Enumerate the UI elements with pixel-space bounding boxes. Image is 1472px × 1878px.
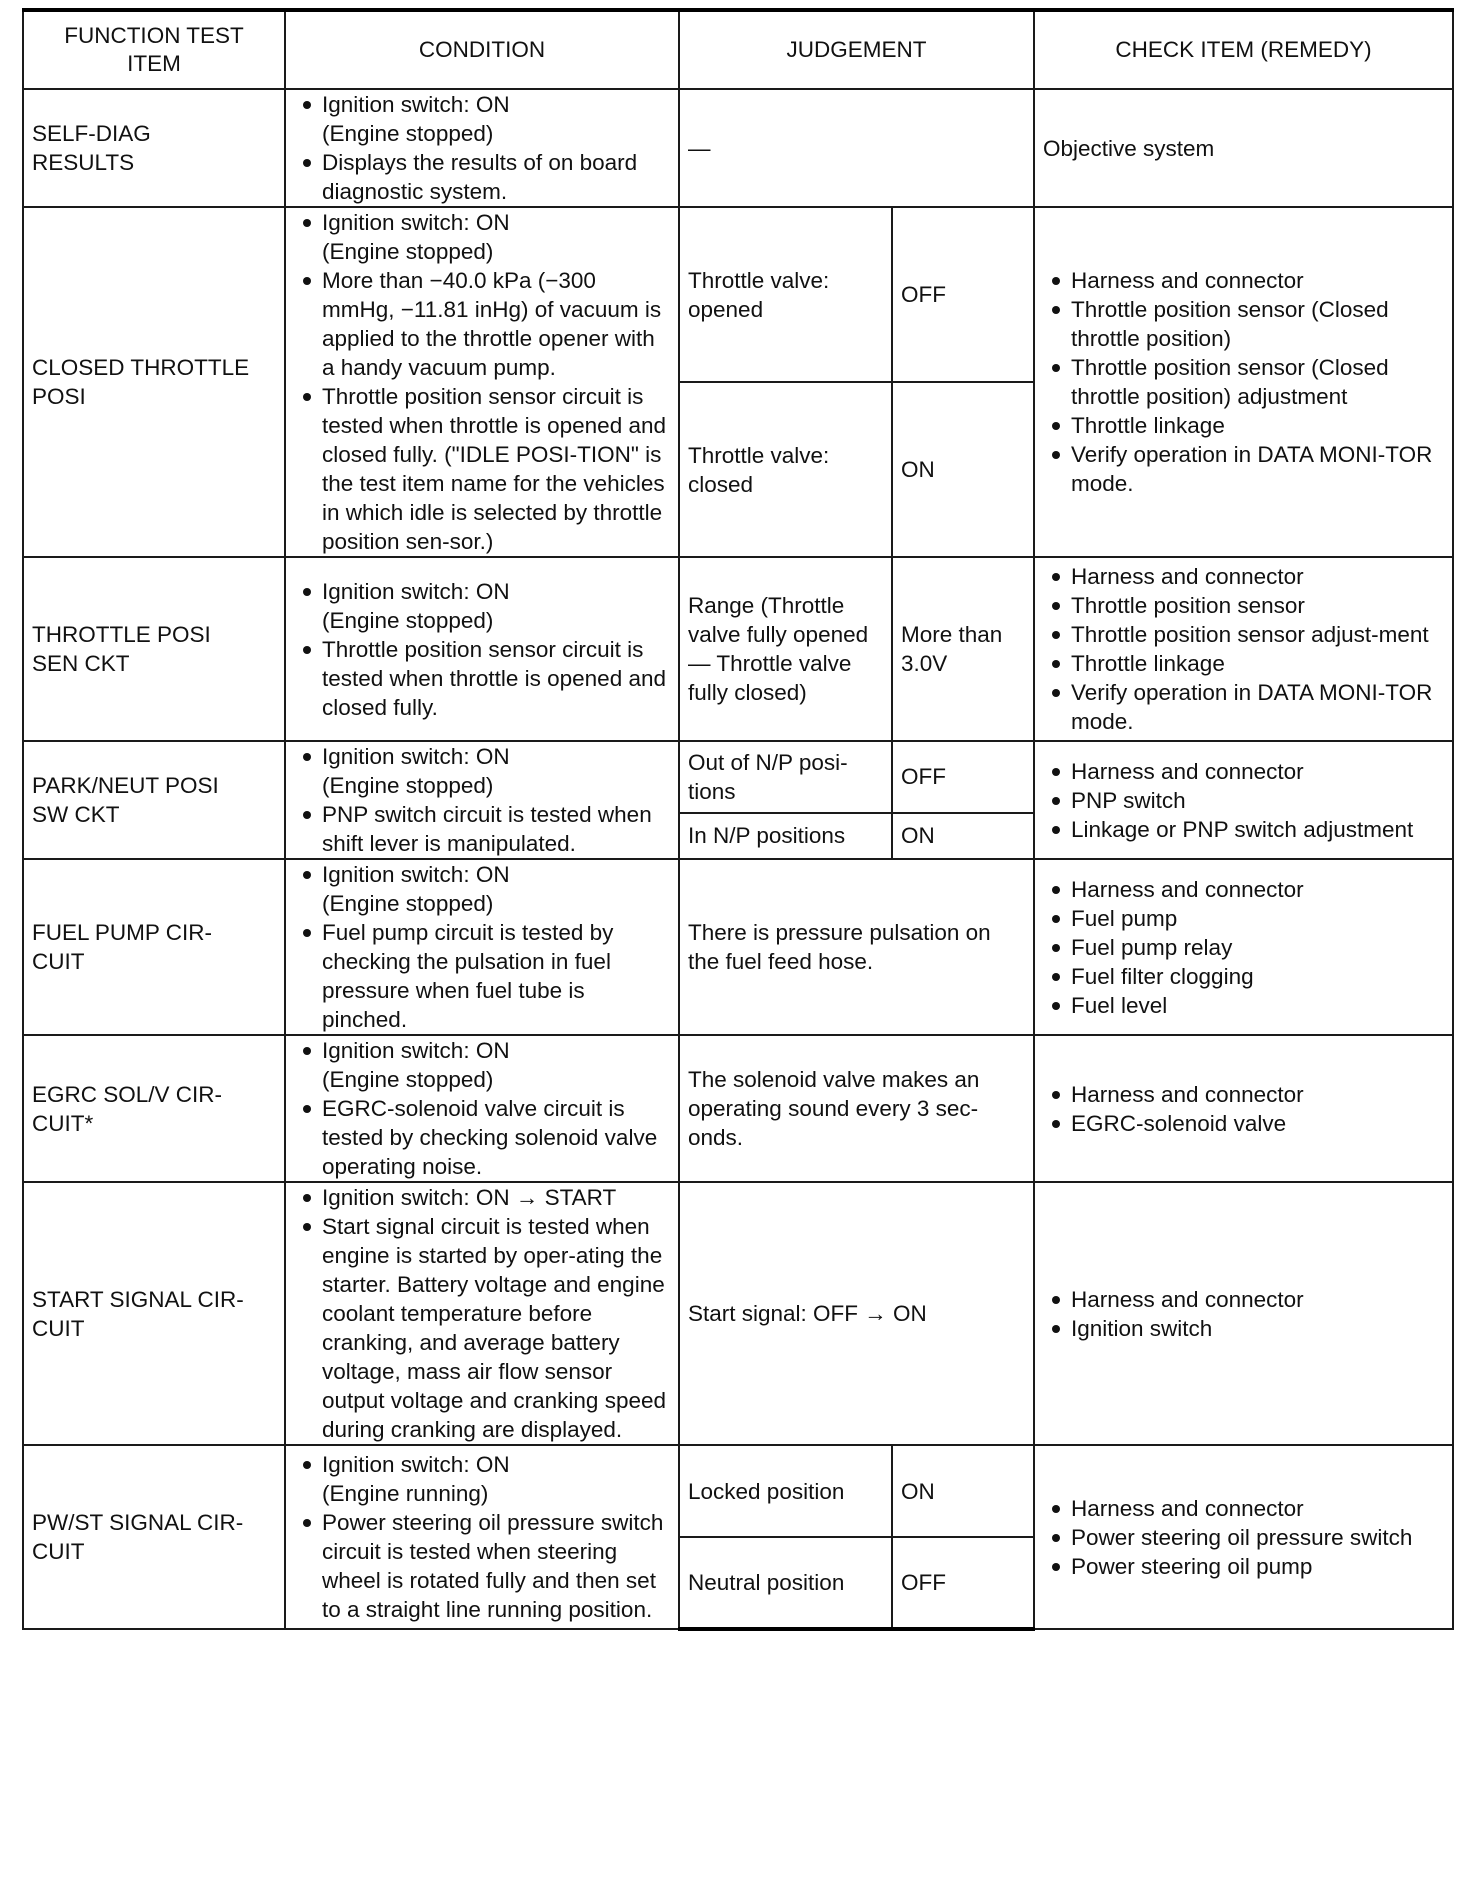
- condition-text: Ignition switch: ON: [322, 92, 510, 117]
- check-item-list: [1043, 757, 1444, 844]
- check-item-cell: [1034, 1182, 1453, 1445]
- judgement-value: ON: [892, 382, 1034, 557]
- check-item: Fuel level: [1043, 991, 1444, 1020]
- header-judgement: JUDGEMENT: [679, 10, 1034, 89]
- condition-bullet: [294, 382, 670, 556]
- judgement-state: Neutral position: [679, 1537, 892, 1629]
- table-row: [23, 1182, 1453, 1445]
- judgement-value: ON: [892, 813, 1034, 859]
- condition-cell: [285, 859, 679, 1035]
- condition-text: More than −40.0 kPa (−300 mmHg, −11.81 inHg) of vacuum is applied to the throttle opener with a handy vacuum pump.: [322, 268, 662, 380]
- judgement-value: ON: [892, 1445, 1034, 1537]
- condition-list: [294, 1183, 670, 1444]
- table-row: [23, 557, 1453, 741]
- check-item: Linkage or PNP switch adjustment: [1043, 815, 1444, 844]
- condition-cell: [285, 557, 679, 741]
- condition-cell: [285, 1035, 679, 1182]
- check-item-list: [1043, 1285, 1444, 1343]
- check-item: Throttle position sensor (Closed throttle position): [1043, 295, 1444, 353]
- check-item: Throttle position sensor: [1043, 591, 1444, 620]
- condition-list: [294, 742, 670, 858]
- condition-text: EGRC-solenoid valve circuit is tested by checking solenoid valve operating noise.: [322, 1096, 658, 1179]
- condition-text: Ignition switch: ON → START: [322, 1185, 617, 1210]
- check-item-cell: [1034, 557, 1453, 741]
- condition-bullet: [294, 1450, 670, 1508]
- condition-cell: [285, 741, 679, 859]
- condition-list: [294, 90, 670, 206]
- condition-text: PNP switch circuit is tested when shift lever is manipulated.: [322, 802, 652, 856]
- condition-text: (Engine stopped): [322, 773, 494, 798]
- condition-text: Ignition switch: ON: [322, 578, 510, 604]
- check-item: Harness and connector: [1043, 266, 1444, 295]
- check-item: Throttle position sensor adjust-ment: [1043, 620, 1444, 649]
- function-test-item: START SIGNAL CIR- CUIT: [23, 1182, 285, 1445]
- judgement-state: Out of N/P posi- tions: [679, 741, 892, 813]
- condition-bullet: [294, 266, 670, 382]
- table-row: [23, 1035, 1453, 1182]
- function-test-item: PARK/NEUT POSI SW CKT: [23, 741, 285, 859]
- check-item-list: [1043, 1080, 1444, 1138]
- check-item: Ignition switch: [1043, 1314, 1444, 1343]
- condition-bullet: [294, 208, 670, 266]
- judgement-state: In N/P positions: [679, 813, 892, 859]
- condition-text: (Engine stopped): [322, 891, 494, 916]
- judgement-state: Range (Throttle valve fully opened — Throttle valve fully closed): [679, 557, 892, 741]
- condition-list: [294, 577, 670, 722]
- condition-bullet: [294, 742, 670, 800]
- judgement-state: Locked position: [679, 1445, 892, 1537]
- judgement-value: More than 3.0V: [892, 557, 1034, 741]
- judgement-value: OFF: [892, 1537, 1034, 1629]
- condition-text: (Engine running): [322, 1481, 489, 1506]
- condition-bullet: [294, 1036, 670, 1094]
- table-row: [23, 741, 1453, 813]
- condition-bullet: [294, 1508, 670, 1624]
- header-function-test-item: FUNCTION TEST ITEM: [23, 10, 285, 89]
- judgement-cell: There is pressure pulsation on the fuel feed hose.: [679, 859, 1034, 1035]
- function-test-sheet: [22, 8, 1452, 1631]
- function-test-item: SELF-DIAG RESULTS: [23, 89, 285, 207]
- table-row: [23, 859, 1453, 1035]
- check-item-list: [1043, 875, 1444, 1020]
- function-test-item: PW/ST SIGNAL CIR- CUIT: [23, 1445, 285, 1629]
- check-item-cell: [1034, 859, 1453, 1035]
- condition-cell: [285, 1182, 679, 1445]
- check-item: Verify operation in DATA MONI-TOR mode.: [1043, 678, 1444, 736]
- condition-list: [294, 860, 670, 1034]
- check-item: Harness and connector: [1043, 1494, 1444, 1523]
- condition-bullet: [294, 860, 670, 918]
- header-row: [23, 10, 1453, 89]
- function-test-item: THROTTLE POSI SEN CKT: [23, 557, 285, 741]
- function-test-item: FUEL PUMP CIR- CUIT: [23, 859, 285, 1035]
- judgement-cell: —: [679, 89, 1034, 207]
- check-item: Throttle linkage: [1043, 411, 1444, 440]
- condition-bullet: [294, 90, 670, 148]
- table-row: [23, 207, 1453, 382]
- condition-text: Ignition switch: ON: [322, 1038, 510, 1063]
- check-item-cell: Objective system: [1034, 89, 1453, 207]
- condition-bullet: [294, 148, 670, 206]
- check-item: Harness and connector: [1043, 1285, 1444, 1314]
- judgement-value: OFF: [892, 207, 1034, 382]
- check-item: Harness and connector: [1043, 875, 1444, 904]
- check-item-cell: [1034, 1035, 1453, 1182]
- check-item: Power steering oil pressure switch: [1043, 1523, 1444, 1552]
- condition-text: (Engine stopped): [322, 607, 494, 633]
- condition-cell: [285, 207, 679, 557]
- condition-text: (Engine stopped): [322, 1067, 494, 1092]
- judgement-state: Throttle valve: opened: [679, 207, 892, 382]
- condition-text: Fuel pump circuit is tested by checking the pulsation in fuel pressure when fuel tube is pinched.: [322, 920, 614, 1032]
- condition-text: Ignition switch: ON: [322, 744, 510, 769]
- condition-text: Throttle position sensor circuit is tested when throttle is opened and closed fully.: [322, 636, 666, 720]
- condition-text: Ignition switch: ON: [322, 210, 510, 235]
- judgement-value: OFF: [892, 741, 1034, 813]
- judgement-cell: The solenoid valve makes an operating sound every 3 sec- onds.: [679, 1035, 1034, 1182]
- condition-cell: [285, 89, 679, 207]
- condition-text: Start signal circuit is tested when engine is started by oper-ating the starter. Battery voltage and engine coolant temperature before cranking, and average battery voltage, mass air flow sensor output voltage and cranking speed during cranking are displayed.: [322, 1214, 667, 1442]
- condition-text: Ignition switch: ON: [322, 1452, 510, 1477]
- check-item: Verify operation in DATA MONI-TOR mode.: [1043, 440, 1444, 498]
- check-item-list: [1043, 1494, 1444, 1581]
- check-item: Fuel pump: [1043, 904, 1444, 933]
- condition-bullet: [294, 577, 670, 635]
- function-test-table: [22, 8, 1454, 1631]
- check-item: Throttle linkage: [1043, 649, 1444, 678]
- condition-text: (Engine stopped): [322, 239, 494, 264]
- check-item-list: [1043, 562, 1444, 736]
- header-condition: CONDITION: [285, 10, 679, 89]
- condition-bullet: [294, 1183, 670, 1212]
- condition-list: [294, 1036, 670, 1181]
- function-test-item: EGRC SOL/V CIR- CUIT*: [23, 1035, 285, 1182]
- condition-text: Throttle position sensor circuit is tested when throttle is opened and closed fully. ("IDLE POSI-TION" is the test item name for the vehicles in which idle is selected by throttle position sen-sor.): [322, 384, 666, 554]
- function-test-item: CLOSED THROTTLE POSI: [23, 207, 285, 557]
- header-check-item: CHECK ITEM (REMEDY): [1034, 10, 1453, 89]
- condition-text: Power steering oil pressure switch circuit is tested when steering wheel is rotated fully and then set to a straight line running position.: [322, 1510, 664, 1622]
- check-item-cell: [1034, 1445, 1453, 1629]
- judgement-state: Throttle valve: closed: [679, 382, 892, 557]
- condition-cell: [285, 1445, 679, 1629]
- condition-text: Displays the results of on board diagnostic system.: [322, 150, 638, 204]
- check-item: PNP switch: [1043, 786, 1444, 815]
- check-item: Throttle position sensor (Closed throttle position) adjustment: [1043, 353, 1444, 411]
- check-item: Power steering oil pump: [1043, 1552, 1444, 1581]
- condition-bullet: [294, 1212, 670, 1444]
- condition-text: (Engine stopped): [322, 121, 494, 146]
- check-item: EGRC-solenoid valve: [1043, 1109, 1444, 1138]
- check-item: Fuel pump relay: [1043, 933, 1444, 962]
- condition-list: [294, 1450, 670, 1624]
- condition-bullet: [294, 918, 670, 1034]
- condition-bullet: [294, 1094, 670, 1181]
- check-item: Fuel filter clogging: [1043, 962, 1444, 991]
- check-item: Harness and connector: [1043, 757, 1444, 786]
- condition-text: Ignition switch: ON: [322, 862, 510, 887]
- check-item-list: [1043, 266, 1444, 498]
- condition-bullet: [294, 800, 670, 858]
- table-body: [23, 10, 1453, 1629]
- condition-bullet: [294, 635, 670, 722]
- check-item: Harness and connector: [1043, 1080, 1444, 1109]
- check-item-cell: [1034, 741, 1453, 859]
- condition-list: [294, 208, 670, 556]
- check-item: Harness and connector: [1043, 562, 1444, 591]
- judgement-cell: Start signal: OFF → ON: [679, 1182, 1034, 1445]
- check-item-cell: [1034, 207, 1453, 557]
- table-row: [23, 89, 1453, 207]
- table-row: [23, 1445, 1453, 1537]
